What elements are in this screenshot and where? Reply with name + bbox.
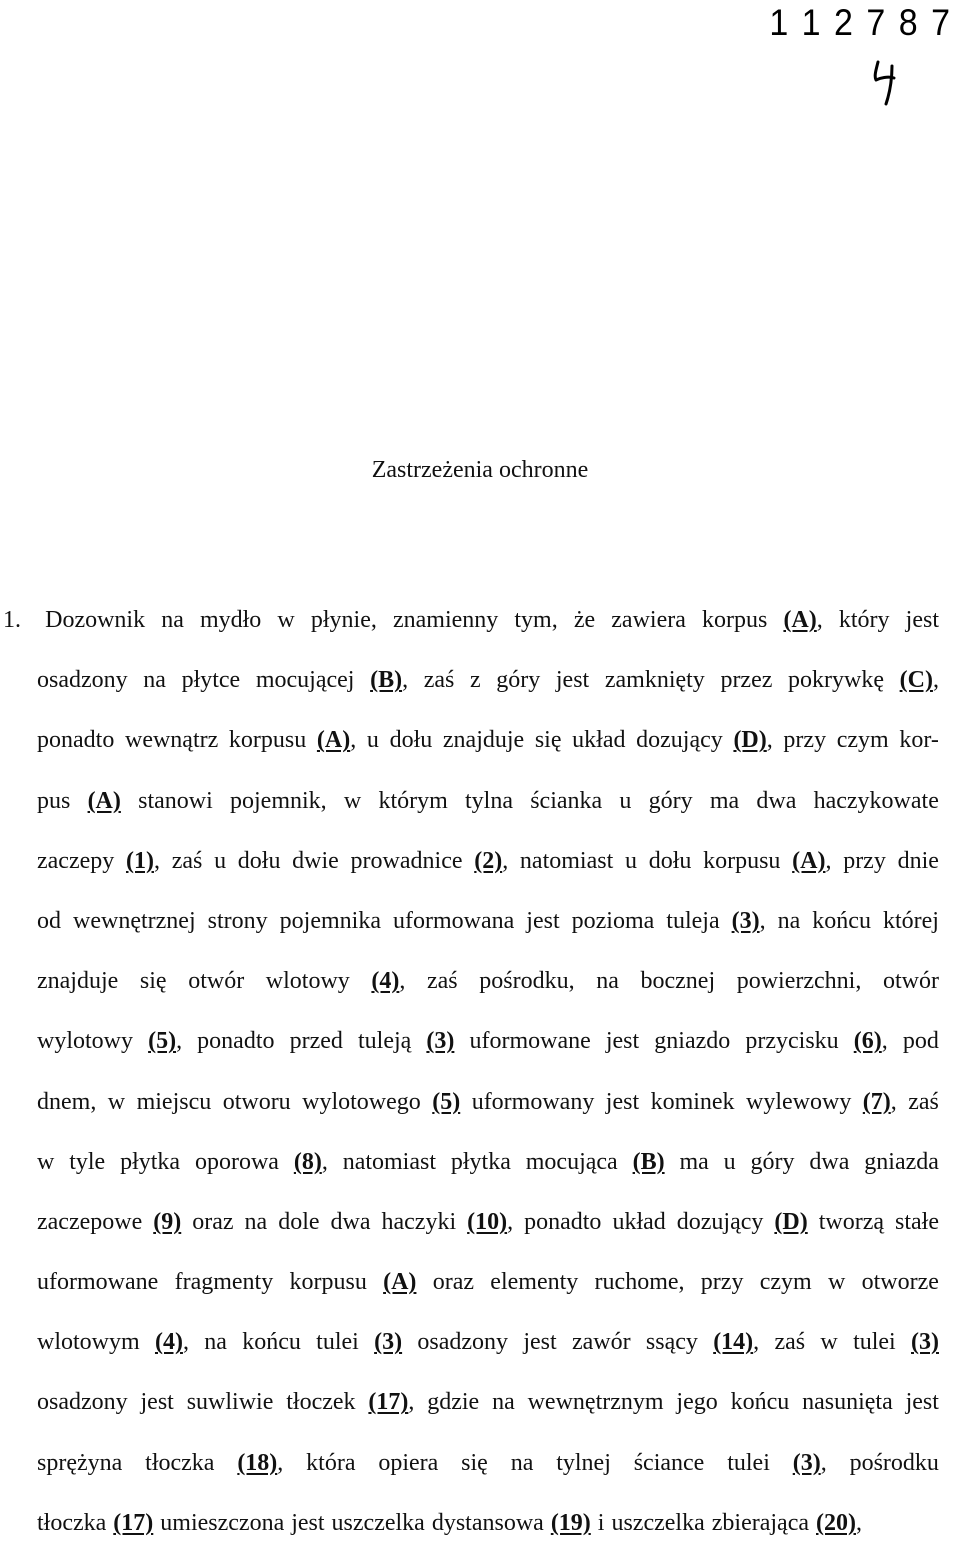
claim-line <box>3 590 939 650</box>
word: w <box>107 1088 126 1115</box>
word: dwa <box>756 787 797 814</box>
word: wylotowego <box>302 1088 421 1115</box>
word: jest <box>291 1509 325 1536</box>
word: kor- <box>899 727 939 754</box>
claim-line <box>37 1132 939 1192</box>
reference-label: (4), <box>371 968 406 995</box>
word: pośrodku <box>849 1449 939 1476</box>
claim-line <box>37 1192 939 1252</box>
word: mydło <box>199 607 262 633</box>
word: tym, <box>514 607 558 633</box>
word: oraz <box>432 1269 475 1296</box>
word: i <box>597 1509 605 1536</box>
word: wylotowy <box>37 1028 133 1055</box>
word: na <box>244 1208 268 1235</box>
word: haczyki <box>381 1208 457 1235</box>
reference-label: (A), <box>783 607 823 633</box>
word: dołu <box>237 847 281 874</box>
word: dole <box>278 1208 320 1235</box>
claim-line <box>37 1011 939 1071</box>
word: oraz <box>192 1208 234 1235</box>
word: osadzony <box>37 667 128 694</box>
word: dwie <box>292 847 339 874</box>
word: dołu <box>389 727 433 754</box>
word: jest <box>605 1028 640 1055</box>
word: w <box>828 1269 846 1296</box>
word: natomiast <box>342 1148 437 1175</box>
word: zaś <box>774 1329 806 1356</box>
word: czym <box>836 727 889 754</box>
word: ponadto <box>37 727 115 754</box>
word: fragmenty <box>174 1269 274 1296</box>
word: przez <box>720 667 773 694</box>
reference-label: (10), <box>467 1208 514 1235</box>
word: dnem, <box>37 1088 97 1115</box>
claim-line <box>37 951 939 1011</box>
reference-label: (3) <box>426 1028 455 1055</box>
word: zaczepy <box>37 847 115 874</box>
word: tworzą <box>818 1208 885 1235</box>
word: wylewowy <box>746 1088 852 1115</box>
word: strony <box>207 907 268 934</box>
word: na <box>596 968 619 995</box>
reference-label: (C), <box>899 667 939 694</box>
word: w <box>277 607 295 633</box>
word: wlotowym <box>37 1329 140 1356</box>
reference-label: (17) <box>113 1509 154 1536</box>
word: który <box>838 607 890 633</box>
claim-line <box>37 1072 939 1132</box>
word: końcu <box>812 907 871 934</box>
word: że <box>573 607 596 633</box>
word: znamienny <box>392 607 499 633</box>
word: od <box>37 907 61 934</box>
word: zbierająca <box>711 1509 809 1536</box>
word: tylnej <box>556 1449 611 1476</box>
word: oporowa <box>194 1148 279 1175</box>
word: góry <box>496 667 541 694</box>
word: u <box>214 847 227 874</box>
reference-label: (2), <box>474 847 509 874</box>
claim-line <box>37 1252 939 1312</box>
word: się <box>534 727 562 754</box>
word: wewnętrznej <box>73 907 196 934</box>
word: zawór <box>571 1329 631 1356</box>
word: mocującej <box>255 667 355 694</box>
word: ponadto <box>524 1208 602 1235</box>
word: nasunięta <box>802 1389 893 1416</box>
word: na <box>204 1329 227 1356</box>
word: elementy <box>490 1269 579 1296</box>
reference-label: (8), <box>293 1148 328 1175</box>
reference-label: (3), <box>731 907 766 934</box>
word: ściance <box>633 1449 705 1476</box>
word: uformowane <box>469 1028 591 1055</box>
reference-label: (5) <box>432 1088 461 1115</box>
word: wewnątrz <box>124 727 219 754</box>
word: dystansowa <box>431 1509 544 1536</box>
word: korpus <box>701 607 768 633</box>
word: jest <box>555 667 590 694</box>
reference-label: (3) <box>911 1329 939 1356</box>
word: uformowane <box>37 1269 159 1296</box>
word: układ <box>612 1208 666 1235</box>
word: stanowi <box>138 787 213 814</box>
word: tłoczek <box>286 1389 356 1416</box>
word: gniazda <box>864 1148 939 1175</box>
word: tylna <box>464 787 513 814</box>
claim-line <box>37 1372 939 1432</box>
word: jest <box>526 907 560 934</box>
word: góry <box>648 787 693 814</box>
word: jest <box>905 1389 939 1416</box>
word: pojemnik, <box>230 787 327 814</box>
word: płytka <box>120 1148 181 1175</box>
word: osadzony <box>37 1389 128 1416</box>
claim-line <box>37 1312 939 1372</box>
word: otwór <box>188 968 245 995</box>
word: przy <box>700 1269 744 1296</box>
word: końcu <box>242 1329 301 1356</box>
word: uformowana <box>392 907 515 934</box>
word: pus <box>37 787 71 814</box>
word: na <box>161 607 184 633</box>
reference-label: (14), <box>713 1329 760 1356</box>
word: ścianka <box>530 787 603 814</box>
reference-label: (7), <box>862 1088 897 1115</box>
word: sprężyna <box>37 1449 123 1476</box>
claim-line <box>37 1493 939 1553</box>
word: w <box>37 1148 55 1175</box>
word: tulei <box>316 1329 359 1356</box>
word: wlotowy <box>265 968 350 995</box>
handwritten-page-mark <box>868 56 908 108</box>
reference-label: (3) <box>374 1329 403 1356</box>
word: w <box>820 1329 838 1356</box>
word: haczykowate <box>813 787 939 814</box>
word: uformowany <box>471 1088 595 1115</box>
word: otworze <box>861 1269 939 1296</box>
word: otworu <box>222 1088 291 1115</box>
word: przy <box>843 847 886 874</box>
word: znajduje <box>37 968 119 995</box>
word: korpusu <box>289 1269 367 1296</box>
word: ponadto <box>197 1028 275 1055</box>
claim-number: 1. <box>3 607 21 633</box>
word: korpusu <box>703 847 781 874</box>
word: znajduje <box>442 727 525 754</box>
word: zaczepowe <box>37 1208 143 1235</box>
word: tłoczka <box>37 1509 107 1536</box>
word: tyle <box>69 1148 106 1175</box>
reference-label: (5), <box>148 1028 183 1055</box>
reference-label: (18), <box>237 1449 284 1476</box>
word: zamknięty <box>604 667 705 694</box>
reference-label: (1), <box>125 847 160 874</box>
word: czym <box>759 1269 812 1296</box>
word: ma <box>709 787 740 814</box>
word: natomiast <box>519 847 614 874</box>
word: na <box>777 907 801 934</box>
page-title: Zastrzeżenia ochronne <box>371 457 589 483</box>
word: z <box>469 667 481 694</box>
word: gdzie <box>427 1389 480 1416</box>
word: na <box>510 1449 534 1476</box>
reference-label: (D) <box>774 1208 808 1235</box>
word: dwa <box>809 1148 850 1175</box>
word: zawiera <box>611 607 686 633</box>
word: otwór <box>882 968 939 995</box>
claim-line <box>37 650 939 710</box>
word: którym <box>378 787 448 814</box>
word: na <box>492 1389 515 1416</box>
word: wewnętrznym <box>527 1389 664 1416</box>
word: płytka <box>450 1148 511 1175</box>
word: ruchome, <box>594 1269 685 1296</box>
reference-label: (4), <box>154 1329 189 1356</box>
word: tłoczka <box>145 1449 215 1476</box>
word: przycisku <box>745 1028 839 1055</box>
word: pokrywkę <box>788 667 884 694</box>
word: tulei <box>853 1329 896 1356</box>
word: u <box>723 1148 736 1175</box>
word: osadzony <box>417 1329 509 1356</box>
word: korpusu <box>228 727 307 754</box>
word: dnie <box>897 847 939 874</box>
word: zaś <box>423 667 455 694</box>
word: zaś <box>427 968 458 995</box>
word: gniazdo <box>654 1028 731 1055</box>
word: dozujący <box>676 1208 764 1235</box>
word: dwa <box>330 1208 371 1235</box>
document-number: 1 1 2 7 8 7 <box>769 2 952 44</box>
claim-line <box>37 710 939 770</box>
word: ma <box>679 1148 709 1175</box>
word: góry <box>750 1148 795 1175</box>
word: kominek <box>650 1088 735 1115</box>
word: uszczelka <box>331 1509 425 1536</box>
word: jest <box>140 1389 174 1416</box>
word: tuleją <box>357 1028 412 1055</box>
word: u <box>624 847 637 874</box>
word: której <box>882 907 939 934</box>
reference-label: (6), <box>853 1028 888 1055</box>
reference-label: (A), <box>792 847 832 874</box>
reference-label: (20), <box>816 1509 862 1536</box>
reference-label: (A) <box>383 1269 417 1296</box>
word: jest <box>523 1329 557 1356</box>
word: umieszczona <box>160 1509 285 1536</box>
reference-label: (17), <box>368 1389 415 1416</box>
word: jest <box>605 1088 640 1115</box>
word: przed <box>289 1028 343 1055</box>
word: ssący <box>645 1329 698 1356</box>
reference-label: (A), <box>316 727 357 754</box>
word: u <box>619 787 632 814</box>
word: miejscu <box>136 1088 212 1115</box>
reference-label: (3), <box>792 1449 827 1476</box>
word: układ <box>572 727 626 754</box>
reference-label: (19) <box>550 1509 591 1536</box>
word: na <box>143 667 166 694</box>
word: która <box>306 1449 356 1476</box>
claim-line <box>37 1433 939 1493</box>
claim-line <box>37 771 939 831</box>
word: się <box>139 968 167 995</box>
word: mocująca <box>525 1148 618 1175</box>
word: uszczelka <box>611 1509 705 1536</box>
word: zaś <box>908 1088 939 1115</box>
word: Dozownik <box>45 607 146 633</box>
word: opiera <box>378 1449 439 1476</box>
reference-label: (D), <box>733 727 773 754</box>
word: pośrodku, <box>479 968 575 995</box>
word: bocznej <box>640 968 716 995</box>
word: pod <box>902 1028 939 1055</box>
word: dozujący <box>636 727 723 754</box>
word: końcu <box>730 1389 790 1416</box>
reference-label: (A) <box>87 787 121 814</box>
reference-label: (B), <box>370 667 409 694</box>
reference-label: (B) <box>632 1148 665 1175</box>
word: tulei <box>727 1449 770 1476</box>
word: dołu <box>648 847 692 874</box>
word: pozioma <box>571 907 655 934</box>
word: zaś <box>171 847 203 874</box>
word: w <box>343 787 362 814</box>
word: przy <box>783 727 827 754</box>
word: jego <box>676 1389 718 1416</box>
word: płynie, <box>310 607 377 633</box>
word: stałe <box>895 1208 939 1235</box>
word: powierzchni, <box>736 968 862 995</box>
reference-label: (9) <box>153 1208 182 1235</box>
claim-line <box>37 831 939 891</box>
word: pojemnika <box>279 907 381 934</box>
word: tuleja <box>666 907 720 934</box>
word: prowadnice <box>350 847 463 874</box>
word: się <box>461 1449 488 1476</box>
word: jest <box>905 607 939 633</box>
word: suwliwie <box>186 1389 274 1416</box>
claim-line <box>37 891 939 951</box>
claim-1 <box>3 590 939 1553</box>
word: płytce <box>181 667 241 694</box>
word: u <box>366 727 379 754</box>
